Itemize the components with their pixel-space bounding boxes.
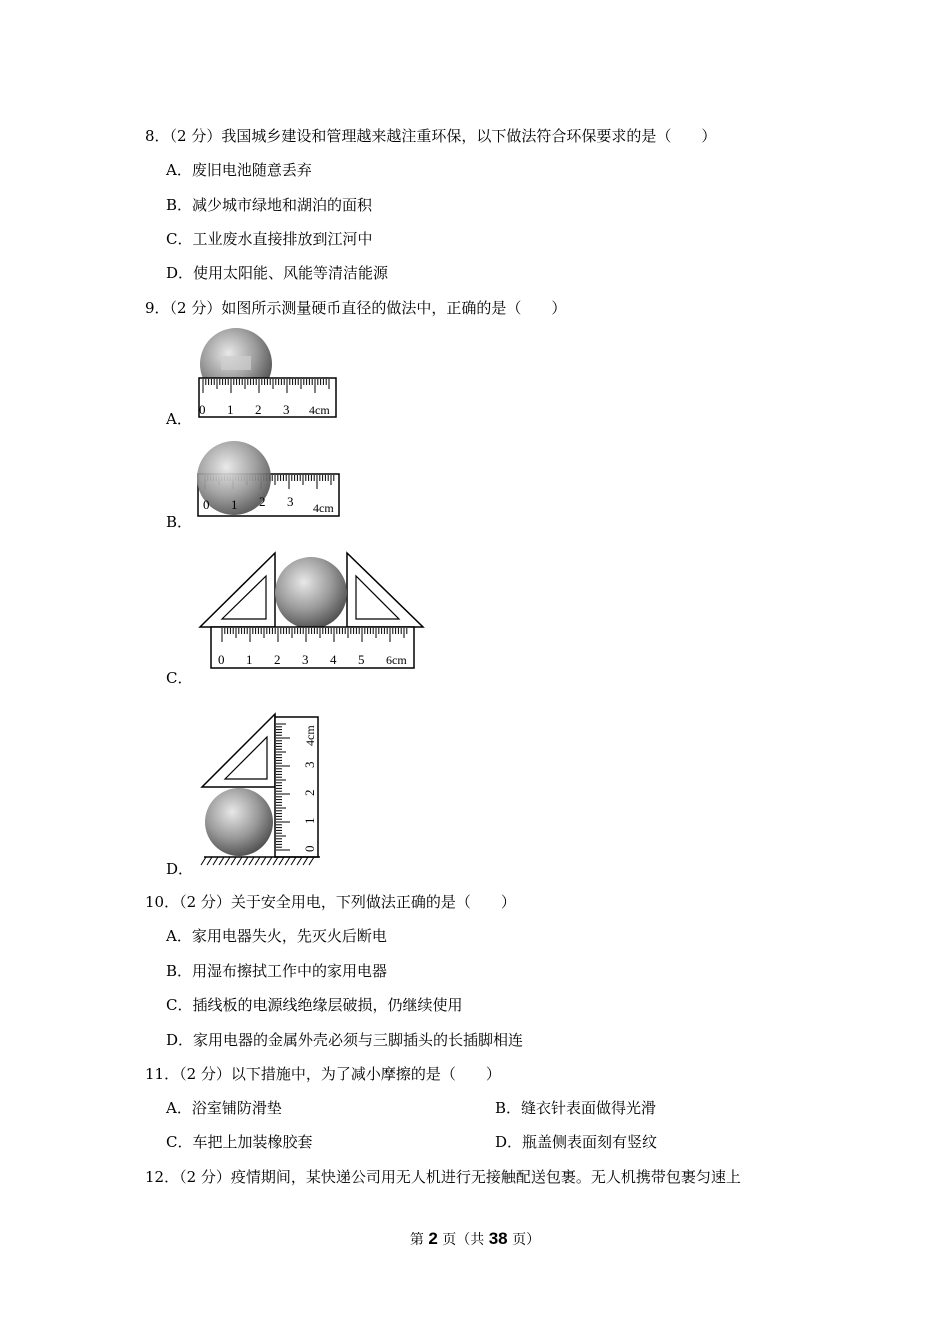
tick-label: 3 bbox=[302, 761, 317, 768]
ground-hatch bbox=[207, 857, 212, 865]
ground-hatch bbox=[273, 857, 278, 865]
question-stem: 12．（2 分）疫情期间，某快递公司用无人机进行无接触配送包裹。无人机携带包裹匀速上 bbox=[145, 1168, 741, 1186]
ground-hatch bbox=[267, 857, 272, 865]
tick-label: 0 bbox=[199, 402, 206, 417]
ground-hatch bbox=[219, 857, 224, 865]
ground-hatch bbox=[291, 857, 296, 865]
ground-hatch bbox=[297, 857, 302, 865]
tick-label: 3 bbox=[287, 494, 294, 509]
option-a: A．废旧电池随意丢弃 bbox=[166, 161, 312, 179]
ground-hatch bbox=[225, 857, 230, 865]
tick-label: 4 bbox=[330, 652, 337, 667]
figure-b-coin-ruler bbox=[195, 440, 343, 520]
option-b: B． bbox=[166, 513, 193, 531]
ground-hatch bbox=[243, 857, 248, 865]
tick-label: 4cm bbox=[313, 501, 334, 515]
tick-label: 2 bbox=[274, 652, 281, 667]
figure-a-coin-ruler bbox=[195, 328, 340, 420]
tick-label: 1 bbox=[227, 402, 234, 417]
option-b: B．缝衣针表面做得光滑 bbox=[495, 1099, 657, 1117]
option-d: D． bbox=[166, 860, 194, 878]
figure-c-triangles-coin-ruler bbox=[198, 550, 426, 672]
question-stem: 10．（2 分）关于安全用电，下列做法正确的是（ ） bbox=[145, 893, 516, 911]
ground-hatch bbox=[303, 857, 308, 865]
option-c: C．车把上加装橡胶套 bbox=[166, 1133, 313, 1151]
option-d: D．瓶盖侧表面刻有竖纹 bbox=[495, 1133, 658, 1151]
tick-label: 4cm bbox=[309, 403, 330, 417]
ground-hatch bbox=[231, 857, 236, 865]
question-stem: 9．（2 分）如图所示测量硬币直径的做法中，正确的是（ ） bbox=[145, 299, 567, 317]
footer-text: 第 bbox=[409, 1232, 429, 1248]
footer-text: 页） bbox=[507, 1232, 541, 1248]
tick-label: 3 bbox=[283, 402, 290, 417]
ground-hatch bbox=[201, 857, 206, 865]
tick-label: 1 bbox=[246, 652, 253, 667]
footer-text: 页（共 bbox=[437, 1232, 489, 1248]
option-d: D．家用电器的金属外壳必须与三脚插头的长插脚相连 bbox=[166, 1031, 524, 1049]
tick-label: 0 bbox=[218, 652, 225, 667]
tick-label: 1 bbox=[302, 817, 317, 824]
option-b: B．减少城市绿地和湖泊的面积 bbox=[166, 196, 373, 214]
page-footer bbox=[0, 1229, 950, 1249]
ground-hatch bbox=[249, 857, 254, 865]
ground-hatch bbox=[279, 857, 284, 865]
tick-label: 6cm bbox=[386, 653, 407, 667]
option-a: A． bbox=[166, 410, 192, 428]
ground-hatch bbox=[261, 857, 266, 865]
option-c: C．插线板的电源线绝缘层破损，仍继续使用 bbox=[166, 996, 463, 1014]
option-a: A．浴室铺防滑垫 bbox=[166, 1099, 282, 1117]
option-a: A．家用电器失火，先灭火后断电 bbox=[166, 927, 387, 945]
ground-hatch bbox=[213, 857, 218, 865]
option-b: B．用湿布擦拭工作中的家用电器 bbox=[166, 962, 388, 980]
option-c: C． bbox=[166, 669, 193, 687]
tick-label: 1 bbox=[231, 497, 238, 512]
question-stem: 11．（2 分）以下措施中，为了减小摩擦的是（ ） bbox=[145, 1065, 501, 1083]
option-c: C．工业废水直接排放到江河中 bbox=[166, 230, 373, 248]
ground-hatch bbox=[309, 857, 314, 865]
ground-hatch bbox=[237, 857, 242, 865]
coin bbox=[205, 788, 273, 856]
coin bbox=[275, 557, 347, 629]
tick-label: 3 bbox=[302, 652, 309, 667]
figure-d-vertical-ruler bbox=[198, 710, 326, 870]
current-page-number: 2 bbox=[428, 1229, 438, 1248]
option-d: D．使用太阳能、风能等清洁能源 bbox=[166, 264, 389, 282]
ground-hatch bbox=[285, 857, 290, 865]
tick-label: 5 bbox=[358, 652, 365, 667]
ground-hatch bbox=[255, 857, 260, 865]
tick-label: 0 bbox=[203, 497, 210, 512]
tick-label: 0 bbox=[302, 845, 317, 852]
tick-label: 2 bbox=[302, 789, 317, 796]
question-stem: 8．（2 分）我国城乡建设和管理越来越注重环保，以下做法符合环保要求的是（ ） bbox=[145, 127, 717, 145]
tick-label: 4cm bbox=[303, 725, 317, 746]
tick-label: 2 bbox=[259, 494, 266, 509]
total-pages: 38 bbox=[488, 1229, 508, 1248]
tick-label: 2 bbox=[255, 402, 262, 417]
